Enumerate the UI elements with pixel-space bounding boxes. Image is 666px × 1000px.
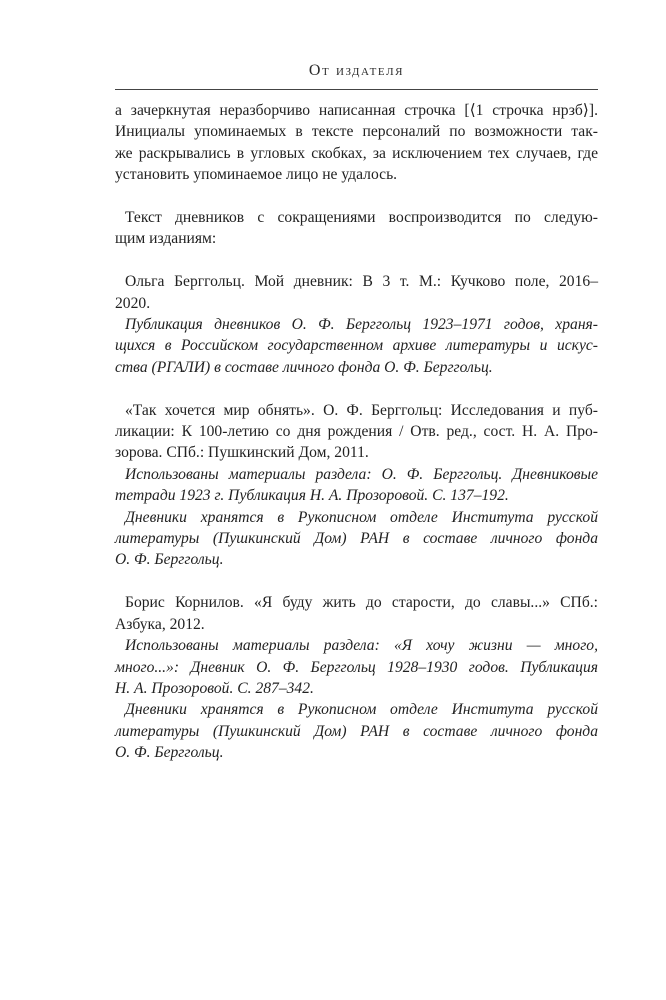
entry-note [115, 699, 598, 763]
citation [115, 592, 598, 635]
text-line: зорова. СПб.: Пушкинский Дом, 2011. [115, 444, 369, 462]
entry-note [115, 464, 598, 507]
text-line: а зачеркнутая неразборчиво написанная строчка [⟨1 строчка нрзб⟩]. [115, 102, 598, 119]
header-rule [115, 89, 598, 90]
intro-paragraph [115, 100, 598, 186]
text-line: тетради 1923 г. Публикация Н. А. Прозоровой. С. 137–192. [115, 487, 509, 505]
text-line: щим изданиям: [115, 230, 217, 248]
bibliography-entry [115, 592, 598, 763]
text-line: Использованы материалы раздела: О. Ф. Берггольц. Дневниковые [125, 465, 598, 483]
text-line: Азбука, 2012. [115, 615, 205, 633]
text-line: щихся в Российском государственном архиве литературы и искус- [115, 337, 598, 355]
text-line: Текст дневников с сокращениями воспроизводится по следую- [125, 209, 598, 227]
text-line: много...»: Дневник О. Ф. Берггольц 1928–1930 годов. Публикация [115, 658, 598, 676]
text-line: Дневники хранятся в Рукописном отделе Института русской [125, 508, 598, 526]
entry-note [115, 635, 598, 699]
text-line: Борис Корнилов. «Я буду жить до старости, до славы...» СПб.: [125, 594, 598, 612]
citation [115, 271, 598, 314]
text-line: Инициалы упоминаемых в тексте персоналий по возможности так- [115, 123, 598, 141]
text-line: литературы (Пушкинский Дом) РАН в составе личного фонда [115, 722, 598, 740]
citation [115, 400, 598, 464]
text-line: «Так хочется мир обнять». О. Ф. Берггольц: Исследования и пуб- [125, 401, 598, 419]
text-line: ликации: К 100-летию со дня рождения / Отв. ред., сост. Н. А. Про- [115, 423, 598, 441]
bibliography-entry [115, 271, 598, 378]
page-body [115, 100, 598, 764]
text-line: Использованы материалы раздела: «Я хочу жизни — много, [125, 637, 598, 655]
entry-note [115, 507, 598, 571]
text-line: же раскрывались в угловых скобках, за исключением тех случаев, где [115, 144, 598, 162]
running-header: От издателя [308, 62, 405, 79]
text-line: О. Ф. Берггольц. [115, 551, 224, 569]
text-line: 2020. [115, 294, 151, 312]
text-line: ства (РГАЛИ) в составе личного фонда О. Ф. Берггольц. [115, 358, 493, 376]
text-line: Публикация дневников О. Ф. Берггольц 1923–1971 годов, храня- [125, 316, 598, 334]
text-line: установить упоминаемое лицо не удалось. [115, 166, 398, 184]
text-line: литературы (Пушкинский Дом) РАН в составе личного фонда [115, 530, 598, 548]
entry-note [115, 314, 598, 378]
text-line: О. Ф. Берггольц. [115, 744, 224, 762]
text-line: Дневники хранятся в Рукописном отделе Института русской [125, 701, 598, 719]
text-line: Ольга Берггольц. Мой дневник: В 3 т. М.: Кучково поле, 2016– [125, 273, 598, 291]
text-line: Н. А. Прозоровой. С. 287–342. [115, 679, 314, 697]
sources-intro-paragraph [115, 207, 598, 250]
bibliography-entry [115, 400, 598, 571]
